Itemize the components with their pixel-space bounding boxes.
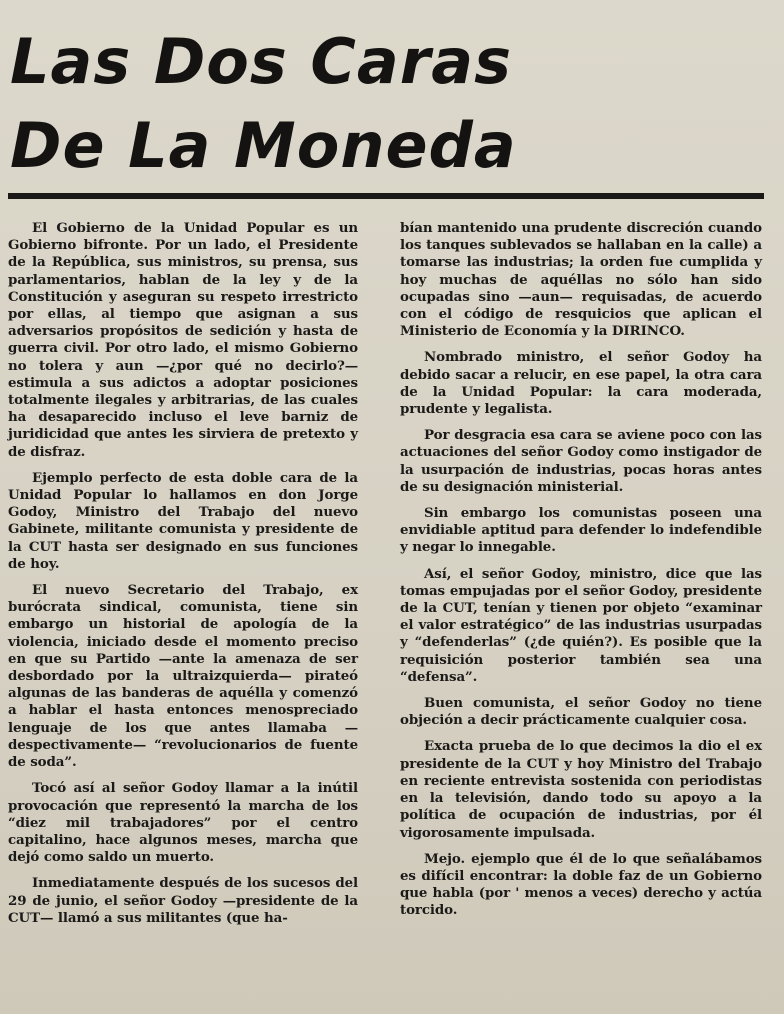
article-paragraph: Nombrado ministro, el señor Godoy ha debido sacar a relucir, en ese papel, la otra cara de la Unidad Popular: la cara moderada, prudente y legalista.: [400, 349, 762, 418]
headline-line-2: De La Moneda: [10, 109, 517, 182]
article-column-right: [400, 220, 762, 929]
article-headline: [10, 20, 610, 188]
article-paragraph: El Gobierno de la Unidad Popular es un Gobierno bifronte. Por un lado, el Presidente de la República, sus ministros, su prensa, sus parlamentarios, hablan de la ley y de la Constitución y aseguran su respeto irrestricto por ellas, al tiempo que asignan a sus adversarios propósitos de sedición y hasta de guerra civil. Por otro lado, el mismo Gobierno no tolera y aun —¿por qué no decirlo?— estimula a sus adictos a adoptar posiciones totalmente ilegales y arbitrarias, de las cuales ha desaparecido incluso el leve barniz de juridicidad que antes les sirviera de pretexto y de disfraz.: [8, 220, 358, 460]
headline-divider-rule: [8, 193, 764, 199]
article-paragraph: Mejo. ejemplo que él de lo que señalábamos es difícil encontrar: la doble faz de un Gobierno que habla (por ' menos a veces) derecho y actúa torcido.: [400, 850, 762, 919]
article-paragraph: Exacta prueba de lo que decimos la dio el ex presidente de la CUT y hoy Ministro del Trabajo en reciente entrevista sostenida con periodistas en la televisión, dando todo su apoyo a la política de ocupación de industrias, por él vigorosamente impulsada.: [400, 738, 762, 841]
article-paragraph: El nuevo Secretario del Trabajo, ex burócrata sindical, comunista, tiene sin embargo un historial de apología de la violencia, iniciado desde el momento preciso en que su Partido —ante la amenaza de ser desbordado por la ultraizquierda— pirateó algunas de las banderas de aquélla y comenzó a hablar el hasta entonces menospreciado lenguaje de los que antes llamaba —despectivamente— “revolucionarios de fuente de soda”.: [8, 582, 358, 771]
article-column-left: [8, 220, 358, 936]
article-paragraph: Así, el señor Godoy, ministro, dice que las tomas empujadas por el señor Godoy, presidente de la CUT, tenían y tienen por objeto “examinar el valor estratégico” de las industrias usurpadas y “defenderlas” (¿de quién?). Es posible que la requisición posterior también sea una “defensa”.: [400, 565, 762, 685]
article-paragraph: Buen comunista, el señor Godoy no tiene objeción a decir prácticamente cualquier cosa.: [400, 695, 762, 729]
article-paragraph: bían mantenido una prudente discreción cuando los tanques sublevados se hallaban en la calle) a tomarse las industrias; la orden fue cumplida y hoy muchas de aquéllas no sólo han sido ocupadas sino —aun— requisadas, de acuerdo con el código de resquicios que aplican el Ministerio de Economía y la DIRINCO.: [400, 220, 762, 340]
article-paragraph: Por desgracia esa cara se aviene poco con las actuaciones del señor Godoy como instigador de la usurpación de industrias, pocas horas antes de su designación ministerial.: [400, 427, 762, 495]
article-paragraph: Ejemplo perfecto de esta doble cara de la Unidad Popular lo hallamos en don Jorge Godoy, Ministro del Trabajo del nuevo Gabinete, militante comunista y presidente de la CUT hasta ser designado en sus funciones de hoy.: [8, 469, 358, 572]
article-paragraph: Tocó así al señor Godoy llamar a la inútil provocación que representó la marcha de los “diez mil trabajadores” por el centro capitalino, hace algunos meses, marcha que dejó como saldo un muerto.: [8, 780, 358, 866]
article-paragraph: Sin embargo los comunistas poseen una envidiable aptitud para defender lo indefendible y negar lo innegable.: [400, 505, 762, 556]
article-paragraph: Inmediatamente después de los sucesos del 29 de junio, el señor Godoy —presidente de la CUT— llamó a sus militantes (que ha-: [8, 875, 358, 926]
headline-line-1: Las Dos Caras: [10, 25, 513, 98]
